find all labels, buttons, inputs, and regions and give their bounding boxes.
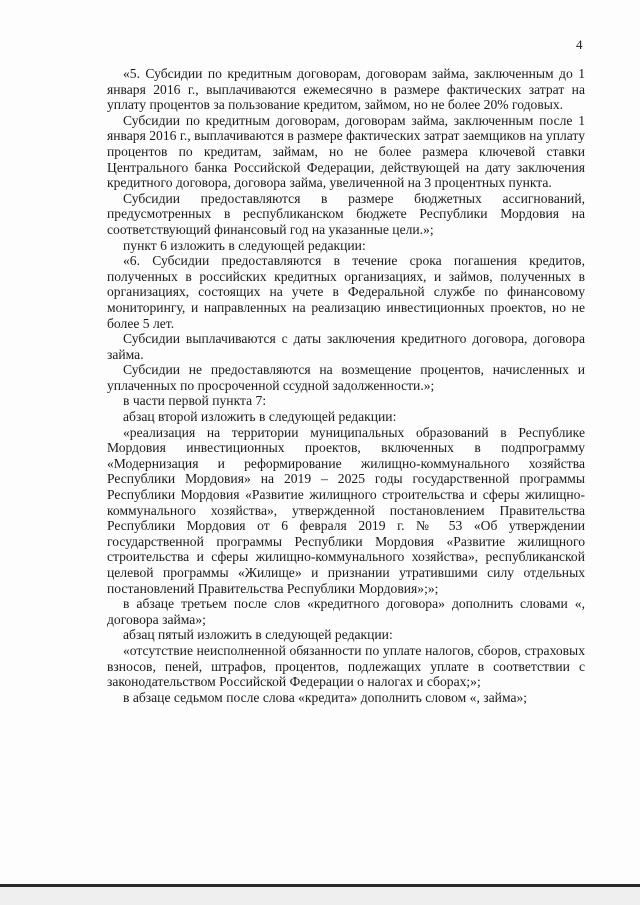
paragraph: абзац пятый изложить в следующей редакции: (123, 627, 393, 643)
paragraph: Субсидии предоставляются в размере бюджетных ассигнований, предусмотренных в республиканском бюджете Республики Мордовия на соответствующий финансовый год на указанные цели.»; (107, 190, 585, 237)
paragraph: пункт 6 изложить в следующей редакции: (123, 237, 366, 253)
scan-edge-shade (0, 887, 640, 905)
paragraph: в абзаце третьем после слов «кредитного договора» дополнить словами «, договора займа»; (107, 596, 585, 627)
paragraph: «реализация на территории муниципальных образований в Республике Мордовия инвестиционных проектов, включенных в подпрограмму «Модернизация и реформирование жилищно-коммунального хозяйства Республики Мордовия» на 2019 – 2025 годы государственной программы Республики Мордовия «Развитие жилищного строительства и сферы жилищно-коммунального хозяйства», утвержденной постановлением Правительства Республики Мордовия от 6 февраля 2019 г. № 53 «Об утверждении государственной программы Республики Мордовия «Развитие жилищного строительства и сферы жилищно-коммунального хозяйства», республиканской целевой программы «Жилище» и признании утратившими силу отдельных постановлений Правительства Республики Мордовия»;»; (107, 424, 585, 596)
paragraph: в части первой пункта 7: (123, 393, 267, 409)
paragraph: «5. Субсидии по кредитным договорам, договорам займа, заключенным до 1 января 2016 г., выплачиваются ежемесячно в размере фактических затрат на уплату процентов за пользование кредитом, займом, но не более 20% годовых. (107, 66, 585, 113)
paragraph: в абзаце седьмом после слова «кредита» дополнить словом «, займа»; (123, 689, 528, 705)
paragraph: Субсидии по кредитным договорам, договорам займа, заключенным после 1 января 2016 г., выплачиваются в размере фактических затрат заемщиков на уплату процентов по кредитам, займам, но не более размера ключевой ставки Центрального банка Российской Федерации, действующей на дату заключения кредитного договора, договора займа, увеличенной на 3 процентных пункта. (107, 112, 585, 191)
page-number: 4 (576, 37, 583, 52)
paragraph: Субсидии выплачиваются с даты заключения кредитного договора, договора займа. (107, 331, 585, 362)
paragraph: абзац второй изложить в следующей редакции: (123, 409, 397, 425)
paragraph: Субсидии не предоставляются на возмещение процентов, начисленных и уплаченных по просроченной ссудной задолженности.»; (107, 362, 585, 393)
paragraph: «отсутствие неисполненной обязанности по уплате налогов, сборов, страховых взносов, пеней, штрафов, процентов, подлежащих уплате в соответствии с законодательством Российской Федерации о налогах и сборах;»; (107, 642, 585, 690)
document-body (107, 66, 585, 705)
paragraph: «6. Субсидии предоставляются в течение срока погашения кредитов, полученных в российских кредитных организациях, и займов, полученных в организациях, состоящих на учете в Федеральной службе по финансовому мониторингу, и направленных на реализацию инвестиционных проектов, но не более 5 лет. (107, 253, 585, 331)
